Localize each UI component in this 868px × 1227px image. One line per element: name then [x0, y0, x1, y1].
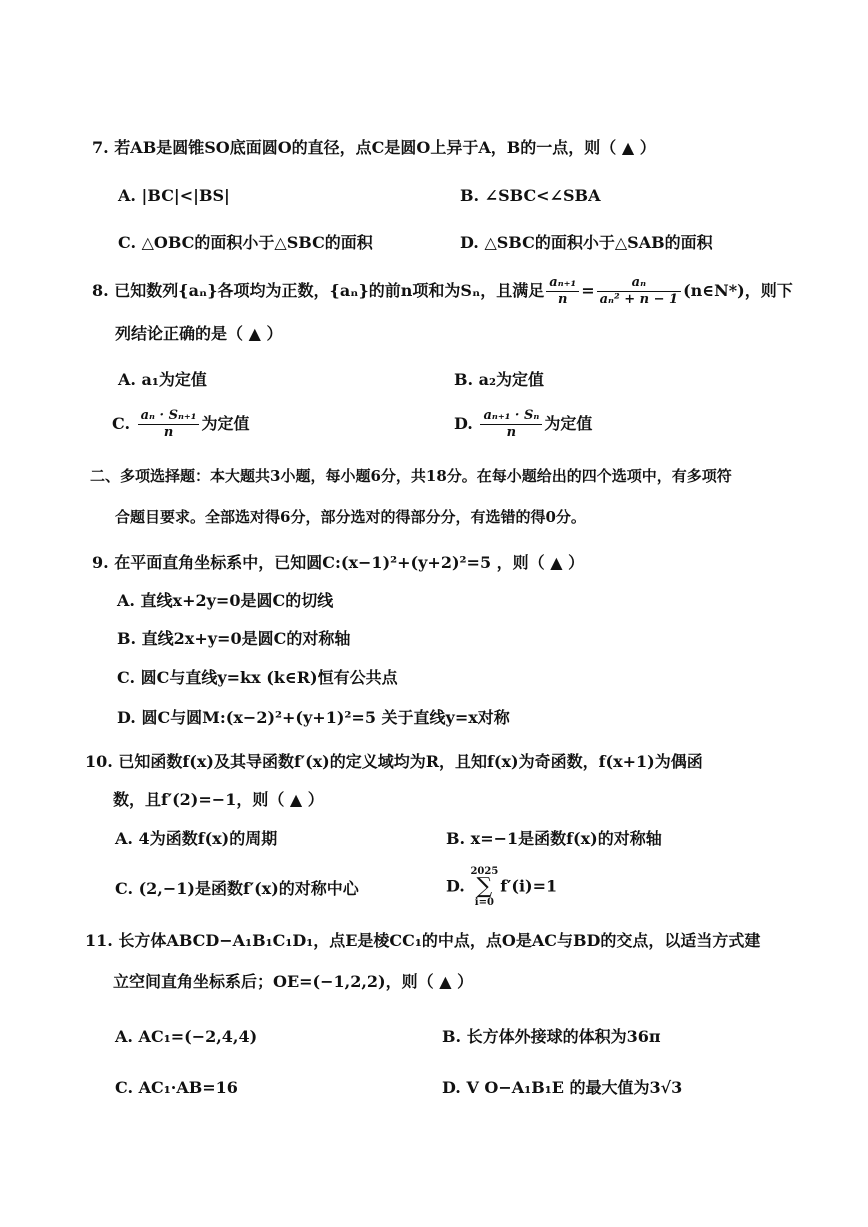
q8-d-num: aₙ₊₁ · Sₙ: [480, 408, 542, 425]
q8-c-post: 为定值: [201, 414, 250, 433]
q10-d-label: D.: [446, 876, 465, 896]
q8-c-num: aₙ · Sₙ₊₁: [138, 408, 200, 425]
q10-option-d: [446, 866, 557, 908]
q8-c-den: n: [163, 425, 174, 440]
q10-option-b: B. x=−1是函数f(x)的对称轴: [446, 829, 662, 848]
q11-option-a: A. AC₁=(−2,4,4): [115, 1027, 258, 1046]
q10-option-a: A. 4为函数f(x)的周期: [115, 829, 278, 848]
q9-option-d: D. 圆C与圆M:(x−2)²+(y+1)²=5 关于直线y=x对称: [117, 708, 510, 727]
q8-fraction-left: [546, 275, 579, 308]
q8-option-c: [112, 408, 249, 441]
q8-frac2-den: aₙ² + n − 1: [599, 292, 679, 307]
q8-stem: [92, 275, 793, 308]
q7-option-c: C. △OBC的面积小于△SBC的面积: [118, 233, 373, 252]
q8-stem-post: (n∈N*)，则下: [683, 281, 793, 300]
sum-lower-limit: i=0: [474, 897, 494, 908]
q8-fraction-right: [597, 275, 681, 308]
q8-c-label: C.: [112, 414, 131, 433]
q10-stem-line1: 10. 已知函数f(x)及其导函数f′(x)的定义域均为R，且知f(x)为奇函数，f(x+1)为偶函: [85, 752, 703, 771]
q9-option-c: C. 圆C与直线y=kx (k∈R)恒有公共点: [117, 668, 398, 687]
section2-intro-line2: 合题目要求。全部选对得6分，部分选对的得部分分，有选错的得0分。: [115, 508, 586, 526]
sum-upper-limit: 2025: [470, 866, 499, 877]
q10-stem-line2: 数，且f′(2)=−1，则（ ▲ ）: [113, 790, 324, 809]
section2-intro-line1: 二、多项选择题：本大题共3小题，每小题6分，共18分。在每小题给出的四个选项中，有多项符: [90, 467, 732, 485]
q11-stem-line2: 立空间直角坐标系后；OE=(−1,2,2)，则（ ▲ ）: [113, 972, 474, 991]
q7-stem: 7. 若AB是圆锥SO底面圆O的直径，点C是圆O上异于A，B的一点，则（ ▲ ）: [92, 138, 656, 157]
sigma-icon: ∑: [476, 874, 493, 899]
q8-frac1-num: aₙ₊₁: [546, 275, 579, 292]
q8-d-fraction: [480, 408, 542, 441]
q10-option-c: C. (2,−1)是函数f′(x)的对称中心: [115, 879, 359, 898]
q9-stem: 9. 在平面直角坐标系中，已知圆C:(x−1)²+(y+2)²=5 ，则（ ▲ ）: [92, 553, 585, 572]
q7-option-a: A. |BC|<|BS|: [118, 186, 230, 205]
q11-option-b: B. 长方体外接球的体积为36π: [442, 1027, 661, 1046]
q8-option-a: A. a₁为定值: [118, 370, 207, 389]
q7-option-b: B. ∠SBC<∠SBA: [460, 186, 601, 205]
q8-eq: =: [581, 281, 595, 300]
q11-stem-line1: 11. 长方体ABCD−A₁B₁C₁D₁，点E是棱CC₁的中点，点O是AC与BD的交点，以适当方式建: [85, 931, 761, 950]
q10-d-post: f′(i)=1: [500, 876, 558, 896]
q11-option-c: C. AC₁·AB=16: [115, 1078, 238, 1097]
q9-option-b: B. 直线2x+y=0是圆C的对称轴: [117, 629, 351, 648]
q9-option-a: A. 直线x+2y=0是圆C的切线: [117, 591, 334, 610]
q8-option-d: [454, 408, 592, 441]
q8-frac2-num: aₙ: [597, 275, 681, 292]
q8-d-post: 为定值: [544, 414, 593, 433]
q8-d-label: D.: [454, 414, 473, 433]
q8-d-den: n: [506, 425, 517, 440]
q8-option-b: B. a₂为定值: [454, 370, 545, 389]
q8-c-fraction: [138, 408, 200, 441]
q11-option-d: D. V O−A₁B₁E 的最大值为3√3: [442, 1078, 683, 1097]
q8-stem-pre: 8. 已知数列{aₙ}各项均为正数，{aₙ}的前n项和为Sₙ，且满足: [92, 281, 545, 300]
q8-frac1-den: n: [558, 292, 568, 307]
q8-stem-line2: 列结论正确的是（ ▲ ）: [115, 324, 283, 343]
q7-option-d: D. △SBC的面积小于△SAB的面积: [460, 233, 713, 252]
summation-symbol: [470, 866, 498, 908]
